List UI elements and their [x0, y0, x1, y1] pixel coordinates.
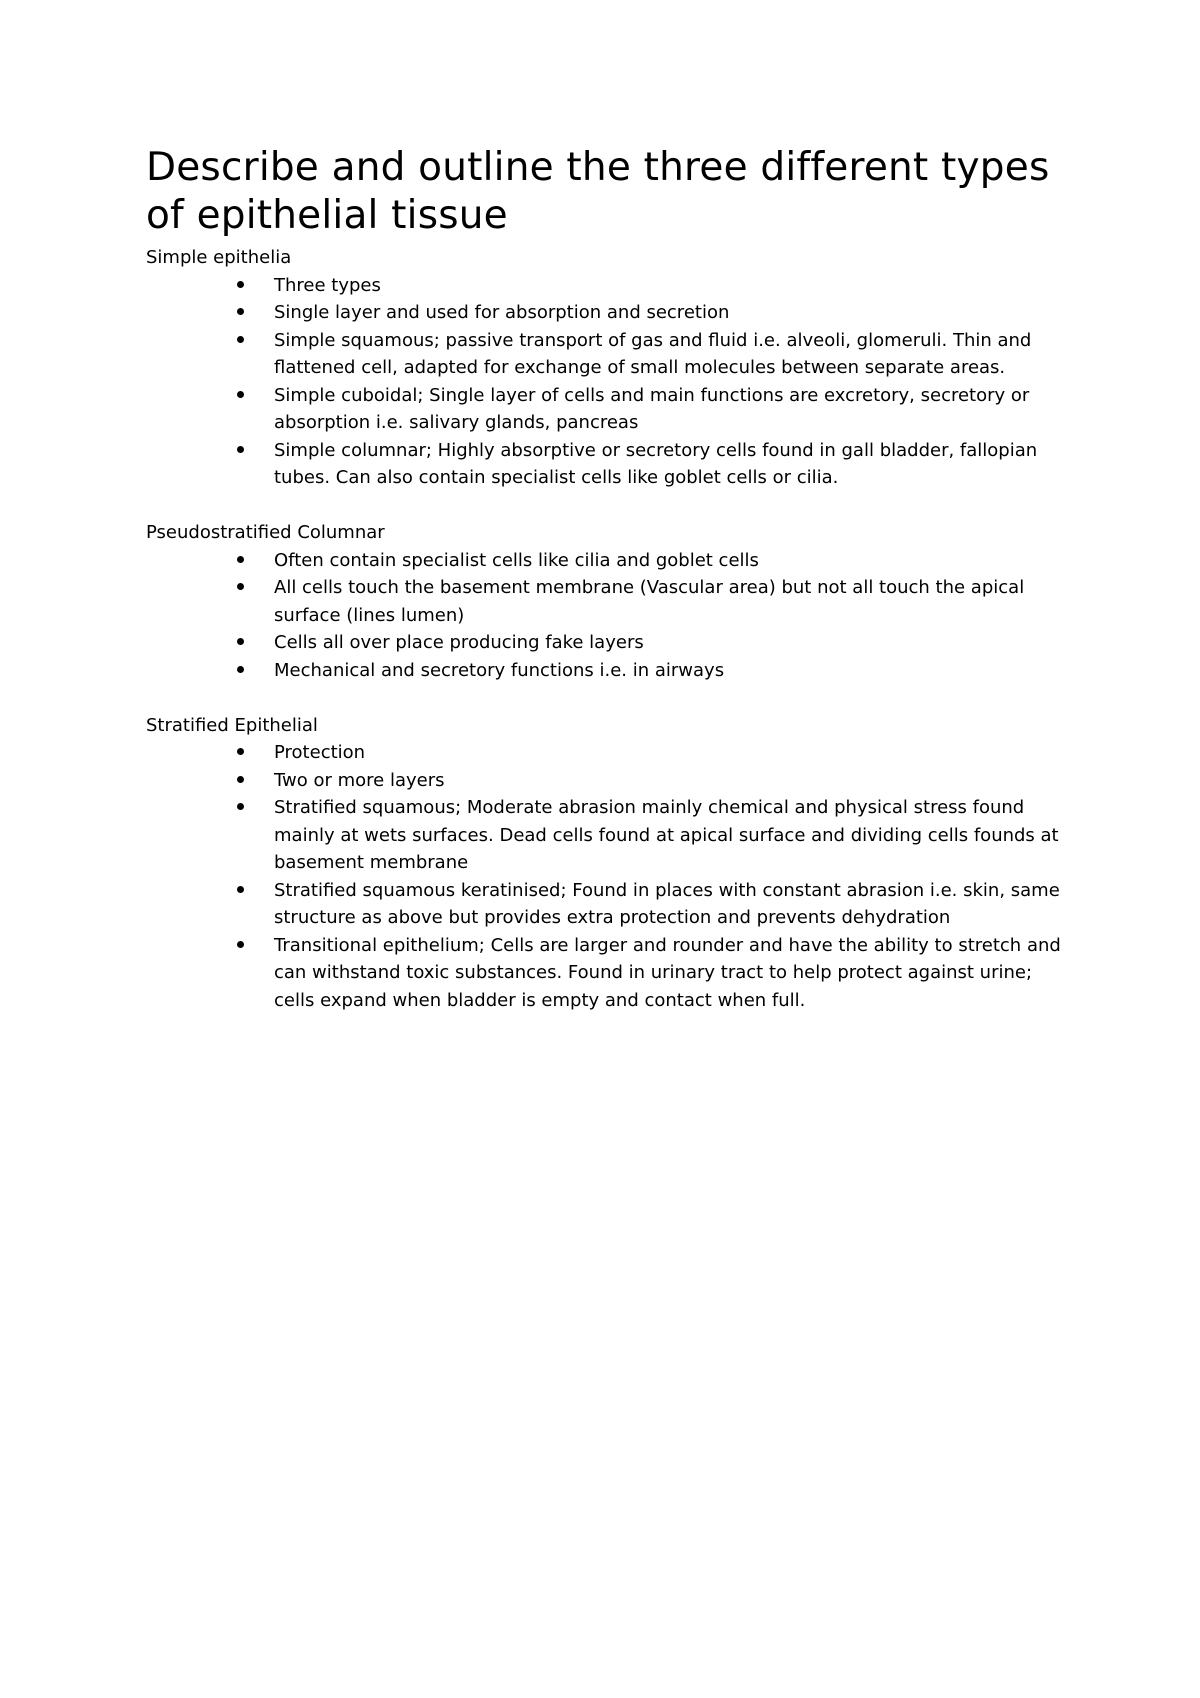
document-title: Describe and outline the three different types of epithelial tissue [146, 145, 1050, 238]
bullet-list-stratified-epithelial [146, 739, 1076, 1014]
list-item-text: Transitional epithelium; Cells are larger and rounder and have the ability to stretch and can withstand toxic substances. Found in urinary tract to help protect against urine; cells expand when bladder is empty and contact when full. [274, 934, 1061, 1011]
bullet-icon [237, 556, 244, 563]
list-item-text: Often contain specialist cells like cilia and goblet cells [274, 549, 759, 571]
section-heading-pseudostratified-columnar: Pseudostratified Columnar [146, 522, 385, 543]
list-item [146, 437, 1074, 492]
list-item [146, 629, 1074, 657]
list-item-text: All cells touch the basement membrane (Vascular area) but not all touch the apical surface (lines lumen) [274, 577, 1025, 626]
bullet-list-simple-epithelia [146, 272, 1076, 492]
bullet-icon [237, 776, 244, 783]
bullet-icon [237, 336, 244, 343]
bullet-icon [237, 803, 244, 810]
list-item-text: Three types [274, 274, 381, 296]
list-item-text: Two or more layers [274, 769, 445, 791]
bullet-icon [237, 281, 244, 288]
bullet-icon [237, 886, 244, 893]
bullet-icon [237, 638, 244, 645]
list-item-text: Simple cuboidal; Single layer of cells and main functions are excretory, secretory or absorption i.e. salivary glands, pancreas [274, 384, 1030, 433]
list-item [146, 547, 1074, 575]
list-item-text: Protection [274, 742, 366, 763]
list-item [146, 932, 1074, 1015]
bullet-icon [237, 748, 244, 755]
list-item [146, 327, 1074, 382]
bullet-icon [237, 308, 244, 315]
bullet-icon [237, 941, 244, 948]
list-item [146, 574, 1074, 629]
list-item-text: Simple columnar; Highly absorptive or secretory cells found in gall bladder, fallopian tubes. Can also contain specialist cells like goblet cells or cilia. [274, 439, 1038, 488]
list-item [146, 272, 1074, 300]
document-body [146, 144, 1076, 1042]
list-item [146, 877, 1074, 932]
bullet-icon [237, 666, 244, 673]
list-item-text: Simple squamous; passive transport of gas and fluid i.e. alveoli, glomeruli. Thin and flattened cell, adapted for exchange of small molecules between separate areas. [274, 329, 1032, 378]
list-item [146, 739, 1074, 767]
list-item [146, 299, 1074, 327]
bullet-list-pseudostratified-columnar [146, 547, 1076, 685]
list-item-text: Cells all over place producing fake layers [274, 632, 644, 653]
list-item [146, 767, 1074, 795]
section-heading-simple-epithelia: Simple epithelia [146, 247, 292, 268]
list-item-text: Single layer and used for absorption and secretion [274, 302, 730, 323]
section-heading-stratified-epithelial: Stratified Epithelial [146, 714, 318, 736]
list-item [146, 657, 1074, 685]
list-item-text: Stratified squamous keratinised; Found in places with constant abrasion i.e. skin, same structure as above but provides extra protection and prevents dehydration [274, 879, 1060, 928]
list-item [146, 794, 1074, 877]
bullet-icon [237, 391, 244, 398]
list-item-text: Mechanical and secretory functions i.e. in airways [274, 659, 725, 681]
bullet-icon [237, 446, 244, 453]
list-item [146, 382, 1074, 437]
list-item-text: Stratified squamous; Moderate abrasion mainly chemical and physical stress found mainly at wets surfaces. Dead cells found at apical surface and dividing cells founds at basement membrane [274, 797, 1059, 873]
bullet-icon [237, 583, 244, 590]
